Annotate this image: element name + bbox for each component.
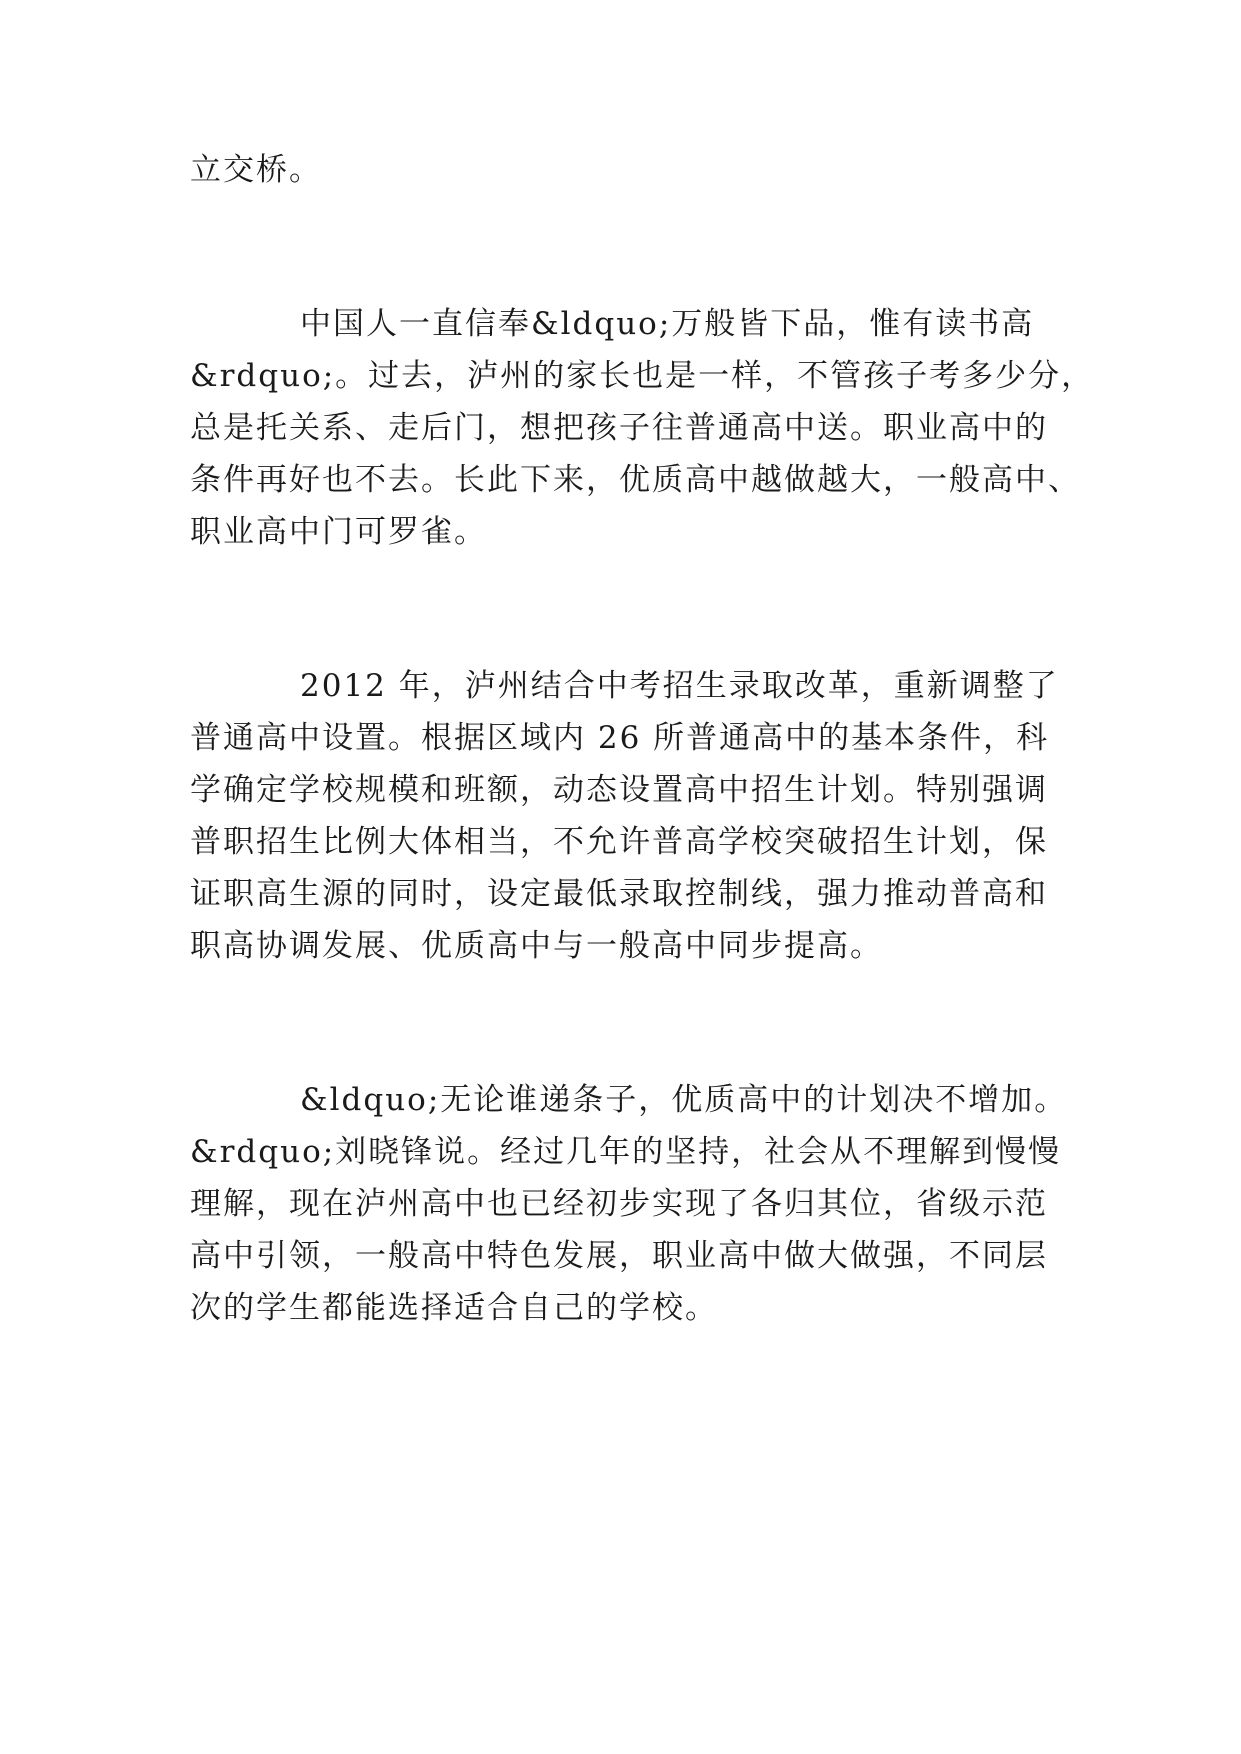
paragraph-3-line-1: 2012 年，泸州结合中考招生录取改革，重新调整了 xyxy=(300,668,1059,704)
paragraph-3-line-2: 普通高中设置。根据区域内 26 所普通高中的基本条件，科 xyxy=(190,720,1050,756)
paragraph-2-line-1: 中国人一直信奉&ldquo;万般皆下品，惟有读书高 xyxy=(300,306,1035,342)
paragraph-3-line-5: 证职高生源的同时，设定最低录取控制线，强力推动普高和 xyxy=(190,876,1048,912)
paragraph-2-line-5: 职业高中门可罗雀。 xyxy=(190,514,487,550)
paragraph-1-line-1: 立交桥。 xyxy=(190,152,322,188)
paragraph-4-line-3: 理解，现在泸州高中也已经初步实现了各归其位，省级示范 xyxy=(190,1186,1048,1222)
paragraph-2-line-3: 总是托关系、走后门，想把孩子往普通高中送。职业高中的 xyxy=(190,410,1048,446)
paragraph-4-line-5: 次的学生都能选择适合自己的学校。 xyxy=(190,1290,718,1326)
paragraph-3-line-3: 学确定学校规模和班额，动态设置高中招生计划。特别强调 xyxy=(190,772,1048,808)
paragraph-3-line-6: 职高协调发展、优质高中与一般高中同步提高。 xyxy=(190,928,883,964)
paragraph-2-line-2: &rdquo;。过去，泸州的家长也是一样，不管孩子考多少分， xyxy=(190,358,1095,394)
paragraph-2-line-4: 条件再好也不去。长此下来，优质高中越做越大，一般高中、 xyxy=(190,462,1081,498)
paragraph-3-line-4: 普职招生比例大体相当，不允许普高学校突破招生计划，保 xyxy=(190,824,1048,860)
paragraph-4-line-1: &ldquo;无论谁递条子，优质高中的计划决不增加。 xyxy=(300,1082,1068,1118)
paragraph-4-line-4: 高中引领，一般高中特色发展，职业高中做大做强，不同层 xyxy=(190,1238,1048,1274)
paragraph-4-line-2: &rdquo;刘晓锋说。经过几年的坚持，社会从不理解到慢慢 xyxy=(190,1134,1062,1170)
